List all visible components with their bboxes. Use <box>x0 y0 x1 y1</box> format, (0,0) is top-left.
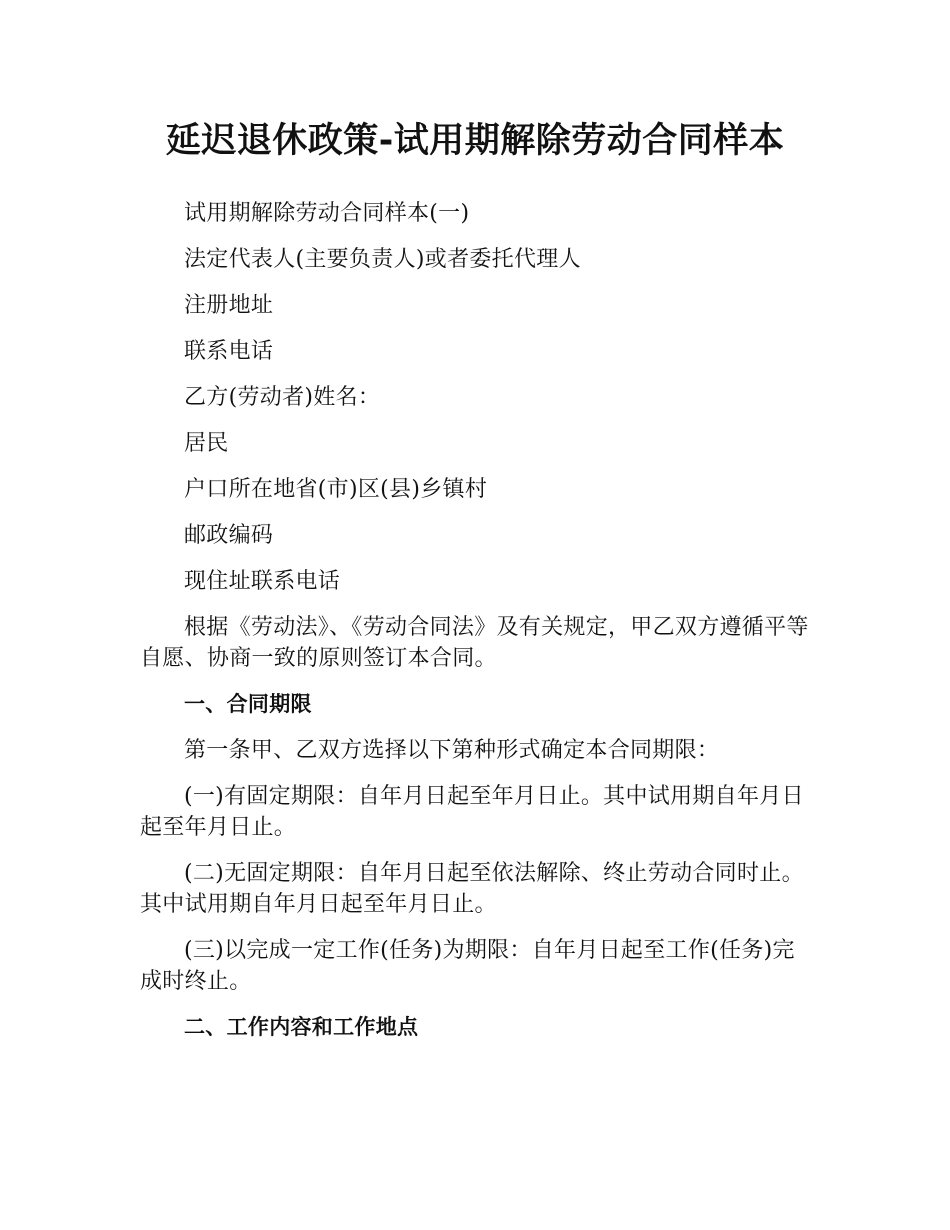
paragraph-employee-name: 乙方(劳动者)姓名： <box>184 385 381 410</box>
paragraph-contact-phone: 联系电话 <box>184 339 274 364</box>
paragraph-article-one: 第一条甲、乙双方选择以下第种形式确定本合同期限： <box>184 738 720 763</box>
paragraph-household-registration: 户口所在地省(市)区(县)乡镇村 <box>184 477 488 502</box>
paragraph-legal-representative: 法定代表人(主要负责人)或者委托代理人 <box>184 247 581 272</box>
paragraph-legal-basis: 根据《劳动法》、《劳动合同法》及有关规定，甲乙双方遵循平等自愿、协商一致的原则签订本合同。 <box>140 615 809 671</box>
paragraph-postal-code: 邮政编码 <box>184 523 274 548</box>
paragraph-resident: 居民 <box>184 431 229 456</box>
paragraph-task-based-term: (三)以完成一定工作(任务)为期限：自年月日起至工作(任务)完成时终止。 <box>140 938 795 994</box>
paragraph-fixed-term: (一)有固定期限：自年月日起至年月日止。其中试用期自年月日起至年月日止。 <box>140 784 804 840</box>
document-title: 延迟退休政策-试用期解除劳动合同样本 <box>165 121 785 161</box>
paragraph-sample-heading: 试用期解除劳动合同样本(一) <box>184 201 470 226</box>
paragraph-registered-address: 注册地址 <box>184 293 274 318</box>
paragraph-current-address-phone: 现住址联系电话 <box>184 569 341 594</box>
document-body <box>140 198 810 1058</box>
section-heading-work-content-location: 二、工作内容和工作地点 <box>184 1015 419 1039</box>
section-heading-contract-term: 一、合同期限 <box>184 692 312 716</box>
paragraph-open-ended-term: (二)无固定期限：自年月日起至依法解除、终止劳动合同时止。其中试用期自年月日起至年月日止。 <box>140 861 804 917</box>
